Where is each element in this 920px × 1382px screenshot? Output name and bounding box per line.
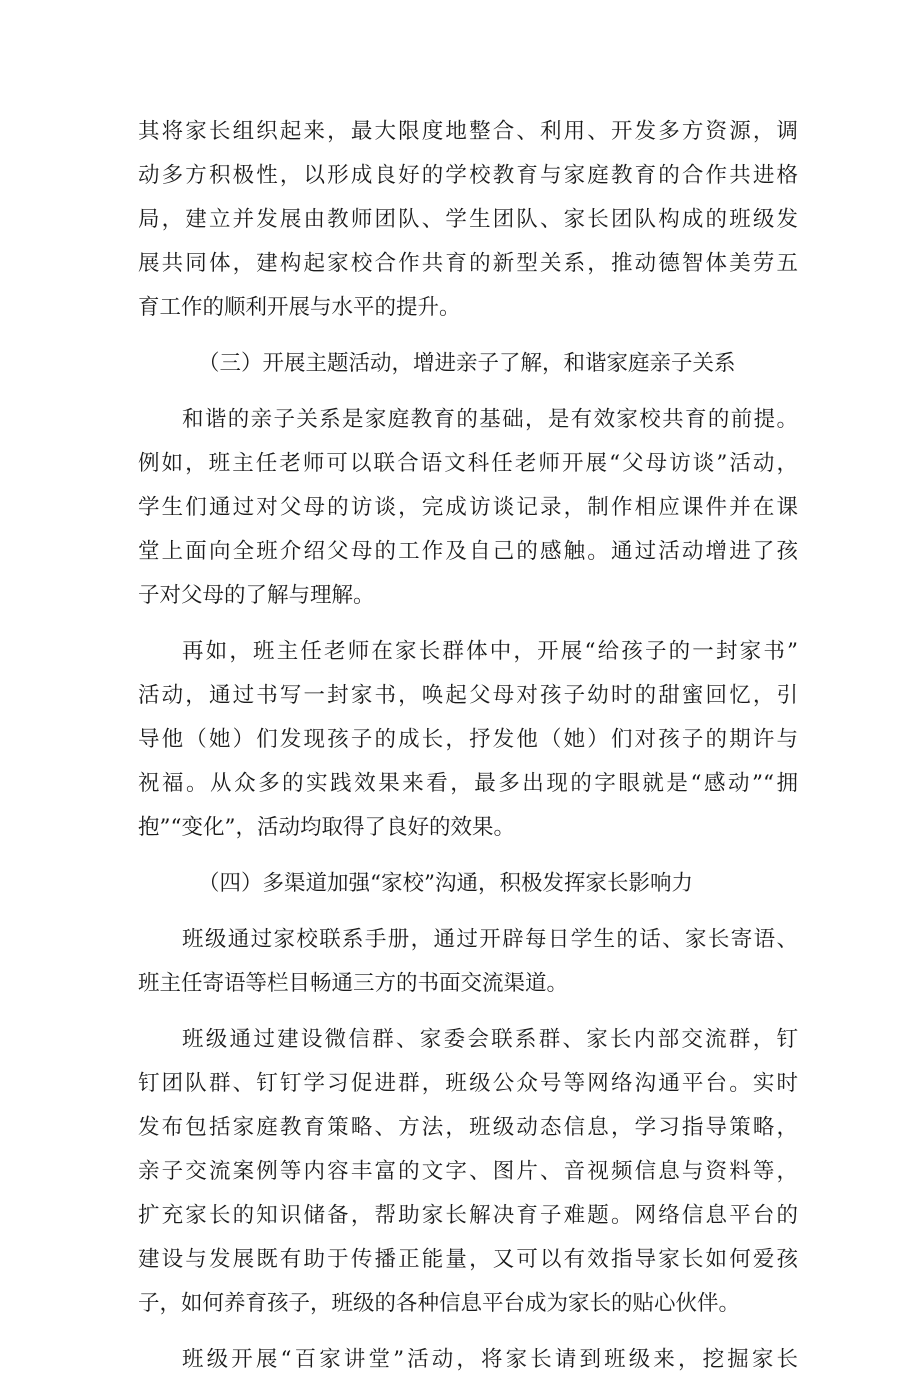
section-heading-4: （四）多渠道加强“家校”沟通，积极发挥家长影响力 [198,871,693,896]
text-line: 动多方积极性，以形成良好的学校教育与家庭教育的合作共进格 [138,163,798,188]
text-line: 建设与发展既有助于传播正能量，又可以有效指导家长如何爱孩 [138,1247,798,1272]
text-line: 再如，班主任老师在家长群体中，开展“给孩子的一封家书” [182,639,798,664]
paragraph-online-platforms [138,1018,798,1326]
paragraph-parent-child-relationship [138,398,798,618]
text-line: 局，建立并发展由教师团队、学生团队、家长团队构成的班级发 [138,207,798,232]
text-line: 班级通过家校联系手册，通过开辟每日学生的话、家长寄语、 [182,927,798,952]
text-line: 学生们通过对父母的访谈，完成访谈记录，制作相应课件并在课 [138,495,798,520]
text-line: 发布包括家庭教育策略、方法，班级动态信息，学习指导策略， [138,1115,798,1140]
text-line: 班主任寄语等栏目畅通三方的书面交流渠道。 [138,971,569,996]
text-line: 抱”“变化”，活动均取得了良好的效果。 [138,815,515,840]
text-line: 其将家长组织起来，最大限度地整合、利用、开发多方资源，调 [138,119,798,144]
text-line: 子对父母的了解与理解。 [138,583,375,608]
text-line: 班级通过建设微信群、家委会联系群、家长内部交流群，钉 [182,1027,798,1052]
paragraph-contact-handbook [138,918,798,1006]
text-line: 扩充家长的知识储备，帮助家长解决育子难题。网络信息平台的 [138,1203,798,1228]
text-line: 导他（她）们发现孩子的成长，抒发他（她）们对孩子的期许与 [138,727,798,752]
text-line: 和谐的亲子关系是家庭教育的基础，是有效家校共育的前提。 [182,407,798,432]
text-line: 祝福。从众多的实践效果来看，最多出现的字眼就是“感动”“拥 [138,771,798,796]
paragraph-parent-lecture [138,1338,798,1382]
text-line: 班级开展“百家讲堂”活动，将家长请到班级来，挖掘家长 [182,1347,798,1372]
text-line: 例如，班主任老师可以联合语文科任老师开展“父母访谈”活动， [138,451,798,476]
paragraph-family-letter [138,630,798,850]
text-line: 展共同体，建构起家校合作共育的新型关系，推动德智体美劳五 [138,251,798,276]
text-line: 子，如何养育孩子，班级的各种信息平台成为家长的贴心伙伴。 [138,1291,741,1316]
text-line: 育工作的顺利开展与水平的提升。 [138,295,461,320]
text-line: 堂上面向全班介绍父母的工作及自己的感触。通过活动增进了孩 [138,539,798,564]
text-line: 钉团队群、钉钉学习促进群，班级公众号等网络沟通平台。实时 [138,1071,798,1096]
section-heading-3: （三）开展主题活动，增进亲子了解，和谐家庭亲子关系 [198,351,736,376]
text-line: 活动，通过书写一封家书，唤起父母对孩子幼时的甜蜜回忆，引 [138,683,798,708]
text-line: 亲子交流案例等内容丰富的文字、图片、音视频信息与资料等， [138,1159,798,1184]
document-body [138,110,798,1382]
paragraph-intro [138,110,798,330]
